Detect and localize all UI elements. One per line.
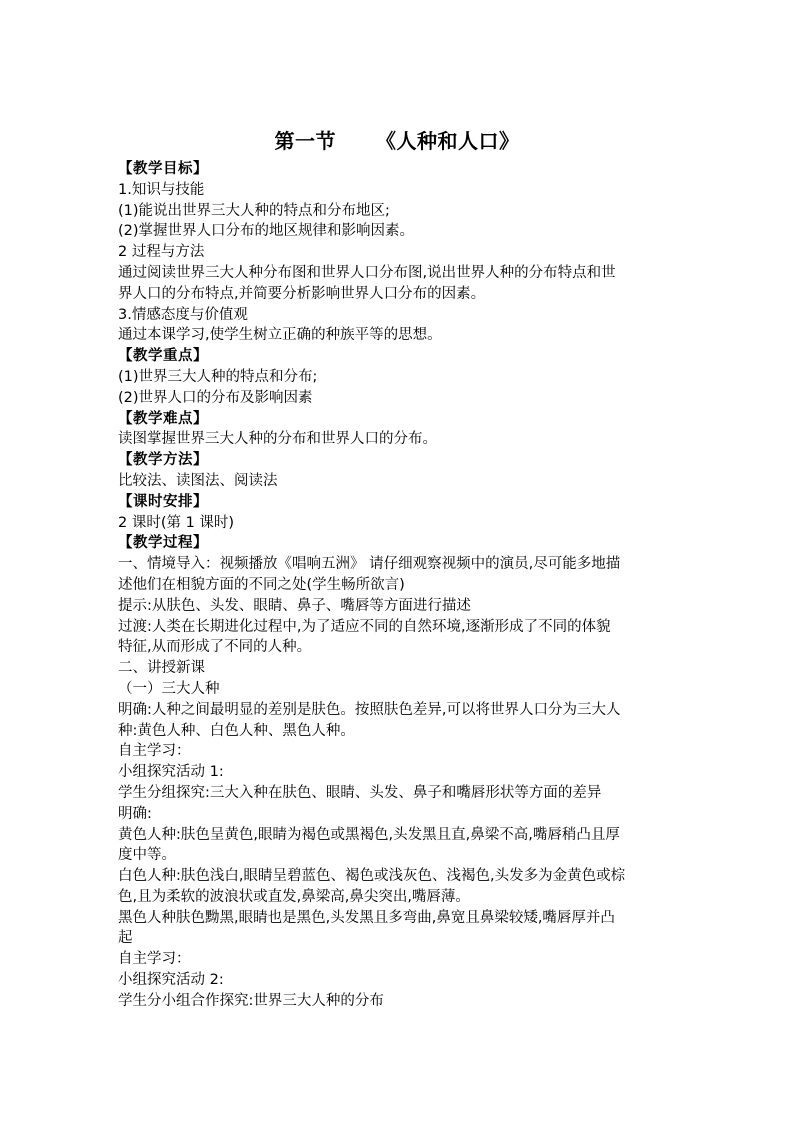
title-section-number: 第一节 [274,129,336,153]
section-heading: 【课时安排】 [118,493,208,510]
section-heading: 【教学难点】 [118,410,208,427]
text-line: 白色人种:肤色浅白,眼睛呈碧蓝色、褐色或浅灰色、浅褐色,头发多为金黄色或棕 [118,868,626,885]
text-line: 明确: [118,805,152,822]
text-line: 自主学习： [118,951,191,968]
section-heading: 【教学目标】 [118,161,208,177]
text-line: 黄色人种:肤色呈黄色,眼睛为褐色或黑褐色,头发黑且直,鼻梁不高,嘴唇稍凸且厚 [118,826,620,843]
text-line: 3.情感态度与价值观 [118,306,248,323]
text-line: 1.知识与技能 [118,181,205,198]
text-line: 比较法、读图法、阅读法 [118,472,278,489]
text-line: 述他们在相貌方面的不同之处(学生畅所欲言) [118,576,405,593]
text-line: 学生分组探究:三大入种在肤色、眼睛、头发、鼻子和嘴唇形状等方面的差异 [118,784,602,801]
title-lesson-name: 《人种和人口》 [376,129,520,153]
document-body [118,159,678,1012]
section-heading: 【教学过程】 [118,535,208,552]
text-line: 读图掌握世界三大人种的分布和世界人口的分布。 [118,431,437,448]
text-line: （一）三大人种 [118,680,220,697]
text-line: (1)能说出世界三大人种的特点和分布地区; [118,202,390,219]
text-line: 通过本课学习,使学生树立正确的种族平等的思想。 [118,327,442,344]
text-line: 明确:人种之间最明显的差别是肤色。按照肤色差异,可以将世界人口分为三大人 [118,701,621,718]
text-line: 起 [118,930,133,947]
text-line: 提示:从肤色、头发、眼睛、鼻子、嘴唇等方面进行描述 [118,597,471,614]
text-line: 一、情境导入：视频播放《唱响五洲》 请仔细观察视频中的演员,尽可能多地描 [118,556,621,573]
text-line: 特征,从而形成了不同的人种。 [118,639,312,656]
page-title [0,127,794,155]
text-line: (2)掌握世界人口分布的地区规律和影响因素。 [118,223,415,240]
text-line: 二、讲授新课 [118,660,205,677]
text-line: 学生分小组合作探究:世界三大人种的分布 [118,992,384,1009]
text-line: 小组探究活动 2: [118,972,224,989]
text-line: 黑色人种肤色黝黑,眼睛也是黑色,头发黑且多弯曲,鼻宽且鼻梁较矮,嘴唇厚并凸 [118,909,615,926]
text-line: 色,且为柔软的波浪状或直发,鼻梁高,鼻尖突出,嘴唇薄。 [118,888,470,905]
text-line: 小组探究活动 1: [118,764,224,781]
text-line: 度中等。 [118,847,176,864]
text-line: (2)世界人口的分布及影响因素 [118,389,313,406]
section-heading: 【教学重点】 [118,348,208,365]
text-line: 过渡:人类在长期进化过程中,为了适应不同的自然环境,逐渐形成了不同的体貌 [118,618,611,635]
text-line: 2 过程与方法 [118,244,205,261]
text-line: (1)世界三大人种的特点和分布; [118,368,318,385]
text-line: 自主学习： [118,743,191,760]
section-heading: 【教学方法】 [118,452,208,469]
text-line: 界人口的分布特点,并简要分析影响世界人口分布的因素。 [118,285,486,302]
text-line: 种:黄色人种、白色人种、黑色人种。 [118,722,355,739]
text-line: 通过阅读世界三大人种分布图和世界人口分布图,说出世界人种的分布特点和世 [118,264,616,281]
text-line: 2 课时(第 1 课时) [118,514,235,531]
